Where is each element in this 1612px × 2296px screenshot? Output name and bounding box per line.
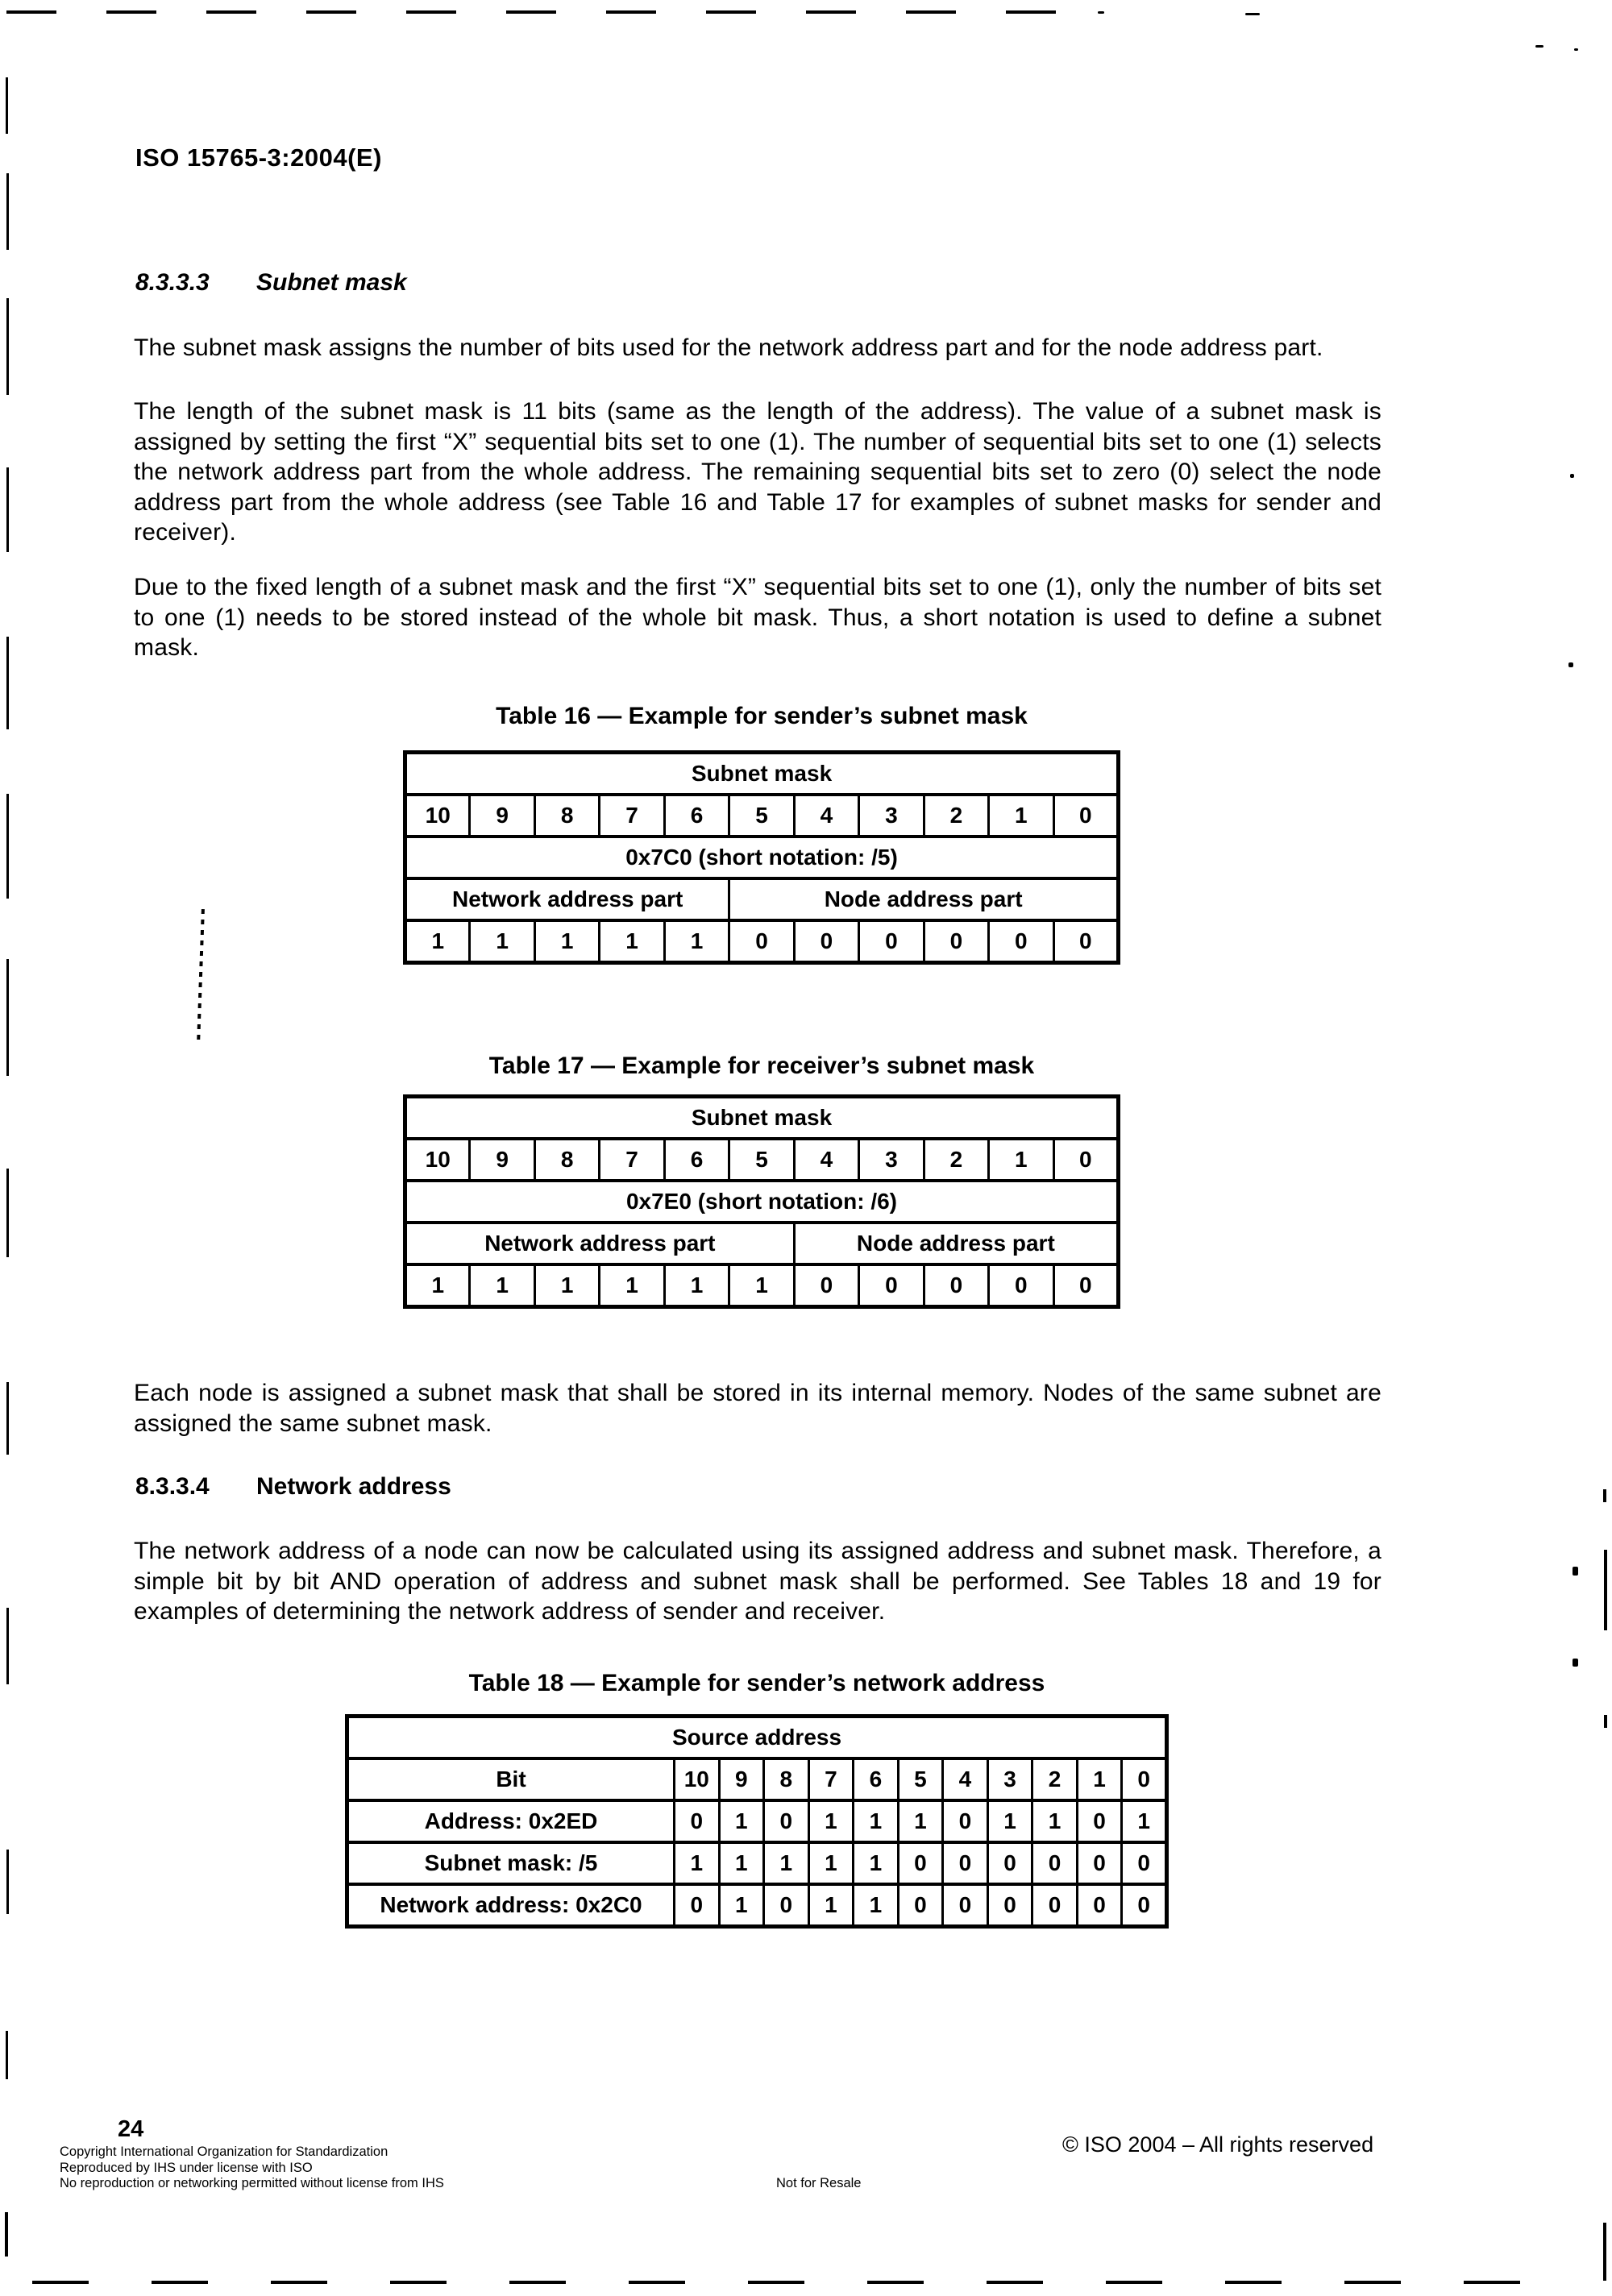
value-cell: 0 [898, 1842, 943, 1884]
value-cell: 0 [675, 1884, 720, 1927]
document-header: ISO 15765-3:2004(E) [135, 143, 382, 172]
scan-artifact [1570, 474, 1574, 478]
value-cell: 0 [859, 920, 924, 963]
row-label: Network address: 0x2C0 [347, 1884, 675, 1927]
bit-cell: 2 [924, 795, 988, 837]
scan-artifact [6, 1382, 9, 1455]
value-cell: 0 [987, 1884, 1032, 1927]
value-cell: 1 [600, 1264, 664, 1307]
value-cell: 0 [764, 1884, 809, 1927]
rights-reserved-label: © ISO 2004 – All rights reserved [1062, 2132, 1374, 2157]
bit-cell: 9 [470, 795, 534, 837]
value-cell: 0 [987, 1842, 1032, 1884]
value-cell: 0 [943, 1842, 988, 1884]
bit-cell: 4 [794, 1139, 858, 1181]
table17 [403, 1094, 1120, 1309]
value-cell: 0 [1053, 1264, 1118, 1307]
bit-cell: 5 [898, 1758, 943, 1800]
bit-cell: 0 [1122, 1758, 1167, 1800]
scan-artifact [6, 1169, 9, 1257]
value-cell: 0 [924, 1264, 988, 1307]
bit-cell: 3 [987, 1758, 1032, 1800]
value-cell: 1 [898, 1800, 943, 1842]
not-for-resale-label: Not for Resale [776, 2176, 862, 2190]
value-cell: 1 [808, 1842, 854, 1884]
value-cell: 0 [989, 920, 1053, 963]
value-cell: 0 [1077, 1842, 1122, 1884]
value-cell: 0 [794, 1264, 858, 1307]
value-cell: 0 [989, 1264, 1053, 1307]
table18-address-row [347, 1800, 1167, 1842]
paragraph-network-address: The network address of a node can now be calculated using its assigned address and subnet mask. Therefore, a simple bit by bit AND operation of address and subnet mask shall be performed. See Tables 18 and 19 for examples of determining the network address of sender and receiver. [134, 1538, 1381, 1625]
scan-artifact [6, 467, 9, 552]
scan-artifact [6, 637, 9, 729]
table16-bit-numbers [405, 795, 1119, 837]
bit-cell: 6 [664, 795, 729, 837]
section-heading-8334 [135, 1473, 451, 1501]
bit-cell: 4 [794, 795, 858, 837]
value-cell: 1 [600, 920, 664, 963]
scan-artifact [6, 1608, 9, 1684]
bit-cell: 3 [859, 795, 924, 837]
table16 [403, 750, 1120, 965]
bit-cell: 7 [600, 1139, 664, 1181]
section-title: Network address [256, 1473, 451, 1500]
scan-artifact [6, 1850, 9, 1914]
table17-bit-numbers [405, 1139, 1119, 1181]
table18-subnet-row [347, 1842, 1167, 1884]
value-cell: 0 [1122, 1842, 1167, 1884]
value-cell: 0 [943, 1800, 988, 1842]
table18-title: Source address [347, 1717, 1167, 1759]
value-cell: 0 [794, 920, 858, 963]
table18 [345, 1714, 1169, 1929]
value-cell: 1 [854, 1842, 899, 1884]
scan-artifact [6, 173, 9, 250]
bit-cell: 1 [1077, 1758, 1122, 1800]
scan-artifact-squiggle [197, 909, 205, 1043]
value-cell: 1 [675, 1842, 720, 1884]
table16-title: Subnet mask [405, 753, 1119, 795]
scan-artifact [1568, 662, 1573, 667]
bit-cell: 1 [989, 1139, 1053, 1181]
scan-artifact [1604, 1715, 1607, 1728]
table17-caption: Table 17 — Example for receiver’s subnet mask [488, 1053, 1035, 1079]
scan-artifact [1603, 2223, 1606, 2281]
value-cell: 1 [808, 1884, 854, 1927]
scan-artifact [1098, 11, 1104, 14]
value-cell: 1 [719, 1884, 764, 1927]
scan-artifact [1535, 45, 1543, 48]
scan-artifact [6, 959, 9, 1076]
table18-bit-header: Bit [347, 1758, 675, 1800]
value-cell: 1 [1122, 1800, 1167, 1842]
bit-cell: 1 [989, 795, 1053, 837]
bit-cell: 2 [924, 1139, 988, 1181]
table18-caption: Table 18 — Example for sender’s network address [468, 1670, 1045, 1696]
scan-artifact [1245, 13, 1260, 15]
value-cell: 0 [1077, 1884, 1122, 1927]
table16-notation: 0x7C0 (short notation: /5) [405, 837, 1119, 878]
value-cell: 0 [943, 1884, 988, 1927]
value-cell: 0 [675, 1800, 720, 1842]
table17-node-part-label: Node address part [794, 1223, 1118, 1264]
value-cell: 1 [854, 1884, 899, 1927]
scan-artifact [1603, 1489, 1606, 1502]
value-cell: 1 [1032, 1800, 1078, 1842]
bit-cell: 5 [729, 1139, 794, 1181]
value-cell: 1 [987, 1800, 1032, 1842]
scan-artifact [5, 2212, 8, 2257]
bit-cell: 10 [405, 795, 470, 837]
section-number: 8.3.3.4 [135, 1473, 210, 1500]
paragraph-short-notation: Due to the fixed length of a subnet mask and the first “X” sequential bits set to one (1), only the number of bits set to one (1) needs to be stored instead of the whole bit mask. Thus, a short notation is used to define a subnet mask. [134, 574, 1381, 661]
bit-cell: 7 [808, 1758, 854, 1800]
value-cell: 0 [1053, 920, 1118, 963]
value-cell: 1 [719, 1842, 764, 1884]
scan-artifact [1604, 1550, 1607, 1630]
value-cell: 1 [405, 920, 470, 963]
paragraph-subnet-intro: The subnet mask assigns the number of bits used for the network address part and for the node address part. [134, 334, 1323, 361]
copyright-block [60, 2144, 444, 2192]
value-cell: 1 [470, 920, 534, 963]
bit-cell: 10 [675, 1758, 720, 1800]
bit-cell: 10 [405, 1139, 470, 1181]
value-cell: 0 [1122, 1884, 1167, 1927]
bit-cell: 4 [943, 1758, 988, 1800]
scan-artifact [6, 77, 8, 134]
table16-node-part-label: Node address part [729, 878, 1119, 920]
table16-caption: Table 16 — Example for sender’s subnet mask [496, 703, 1028, 729]
table17-title: Subnet mask [405, 1097, 1119, 1140]
value-cell: 1 [534, 1264, 599, 1307]
section-title: Subnet mask [256, 269, 407, 296]
row-label: Address: 0x2ED [347, 1800, 675, 1842]
bit-cell: 8 [764, 1758, 809, 1800]
scan-artifact [1574, 48, 1578, 51]
bit-cell: 9 [719, 1758, 764, 1800]
bit-cell: 0 [1053, 1139, 1118, 1181]
table18-bit-numbers [347, 1758, 1167, 1800]
scan-artifact-top-dashes [6, 10, 1080, 14]
value-cell: 1 [534, 920, 599, 963]
table18-network-row [347, 1884, 1167, 1927]
scan-artifact [1573, 1659, 1578, 1667]
table17-network-part-label: Network address part [405, 1223, 795, 1264]
value-cell: 1 [854, 1800, 899, 1842]
bit-cell: 6 [854, 1758, 899, 1800]
bit-cell: 0 [1053, 795, 1118, 837]
value-cell: 0 [1032, 1842, 1078, 1884]
bit-cell: 7 [600, 795, 664, 837]
paragraph-each-node: Each node is assigned a subnet mask that shall be stored in its internal memory. Nodes of the same subnet are assigned the same subnet mask. [134, 1380, 1381, 1437]
row-label: Subnet mask: /5 [347, 1842, 675, 1884]
value-cell: 1 [719, 1800, 764, 1842]
bit-cell: 2 [1032, 1758, 1078, 1800]
value-cell: 0 [729, 920, 794, 963]
copyright-line: No reproduction or networking permitted without license from IHS [60, 2176, 444, 2190]
section-number: 8.3.3.3 [135, 269, 210, 296]
value-cell: 0 [859, 1264, 924, 1307]
value-cell: 0 [1077, 1800, 1122, 1842]
bit-cell: 5 [729, 795, 794, 837]
table17-notation: 0x7E0 (short notation: /6) [405, 1181, 1119, 1223]
value-cell: 1 [405, 1264, 470, 1307]
bit-cell: 8 [534, 795, 599, 837]
scan-artifact [6, 794, 9, 899]
value-cell: 1 [470, 1264, 534, 1307]
bit-cell: 8 [534, 1139, 599, 1181]
value-cell: 1 [808, 1800, 854, 1842]
scan-artifact [6, 2031, 8, 2079]
page-number: 24 [118, 2116, 144, 2142]
paragraph-subnet-length: The length of the subnet mask is 11 bits (same as the length of the address). The value of a subnet mask is assigned by setting the first “X” sequential bits set to one (1). The number of sequential bits set to one (1) selects the network address part from the whole address. The remaining sequential bits set to zero (0) select the node address part from the whole address (see Table 16 and Table 17 for examples of subnet masks for sender and receiver). [134, 398, 1381, 546]
value-cell: 1 [764, 1842, 809, 1884]
section-heading-8333 [135, 269, 407, 297]
value-cell: 1 [729, 1264, 794, 1307]
bit-cell: 3 [859, 1139, 924, 1181]
bit-cell: 6 [664, 1139, 729, 1181]
table16-network-part-label: Network address part [405, 878, 729, 920]
copyright-line: Reproduced by IHS under license with ISO [60, 2160, 313, 2175]
value-cell: 1 [664, 920, 729, 963]
value-cell: 0 [924, 920, 988, 963]
table17-bit-values [405, 1264, 1119, 1307]
copyright-line: Copyright International Organization for Standardization [60, 2144, 388, 2159]
value-cell: 1 [664, 1264, 729, 1307]
value-cell: 0 [764, 1800, 809, 1842]
value-cell: 0 [1032, 1884, 1078, 1927]
bit-cell: 9 [470, 1139, 534, 1181]
scan-artifact-bottom-dashes [32, 2281, 1548, 2284]
scan-artifact [1573, 1567, 1578, 1576]
scan-artifact [6, 298, 9, 395]
table16-bit-values [405, 920, 1119, 963]
value-cell: 0 [898, 1884, 943, 1927]
